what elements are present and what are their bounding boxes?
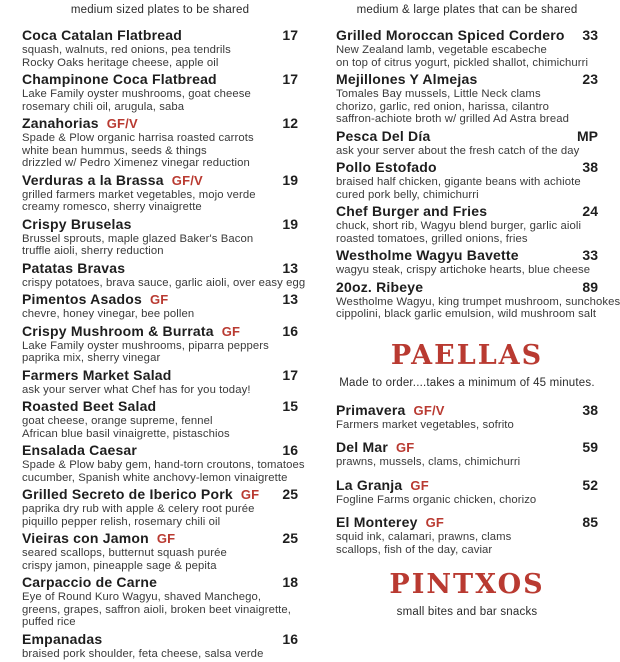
menu-item-name: Patatas Bravas (22, 259, 126, 276)
menu-item-price: 59 (582, 439, 598, 455)
menu-item-description-line: scallops, fish of the day, caviar (336, 543, 493, 556)
menu-item-price: 89 (582, 278, 598, 295)
menu-item-description-line: saffron-achiote broth w/ grilled Ad Astra bread (336, 113, 570, 125)
menu-item-price: 24 (582, 203, 598, 219)
menu-item (22, 631, 298, 661)
menu-item (336, 247, 598, 277)
menu-item-name: Crispy Bruselas (22, 215, 132, 232)
menu-item-price: 85 (582, 514, 598, 530)
menu-item-price: MP (577, 127, 598, 144)
menu-item-header (336, 439, 598, 456)
menu-item-header (336, 159, 598, 176)
menu-item-name: Empanadas (22, 630, 103, 647)
menu-item-description-line: Eye of Round Kuro Wagyu, shaved Manchego, (22, 591, 262, 603)
menu-item-description-line: Spade & Plow baby gem, hand-torn croutons, tomatoes (22, 459, 305, 471)
menu-item-name: Primavera (336, 401, 406, 418)
menu-item (22, 115, 298, 170)
menu-item (336, 402, 598, 432)
menu-item-header (22, 216, 298, 233)
menu-item-header (336, 128, 598, 145)
right-column-subtitle: medium & large plates that can be shared (356, 4, 578, 16)
menu-item-description (336, 531, 598, 556)
menu-item-name: Grilled Secreto de Iberico Pork (22, 486, 233, 502)
menu-item-price: 23 (582, 71, 598, 87)
menu-item (22, 323, 298, 365)
dietary-tag: GF (240, 487, 260, 502)
menu-item-description-line: New Zealand lamb, vegetable escabeche (336, 44, 547, 56)
menu-item (22, 259, 306, 290)
menu-item-header (336, 402, 598, 419)
menu-item-name: Pesca Del Día (336, 127, 431, 144)
menu-item-header (22, 291, 298, 308)
left-column-subtitle: medium sized plates to be shared (70, 4, 250, 16)
menu-item-description-line: African blue basil vinaigrette, pistaschios (22, 427, 230, 440)
menu-item-price: 17 (282, 27, 298, 43)
menu-item-header (22, 323, 298, 340)
menu-item-description (336, 456, 598, 469)
menu-column-right (336, 4, 620, 631)
menu-item-description-line: braised half chicken, gigante beans with achiote (336, 176, 581, 188)
menu-item-description (336, 145, 598, 158)
menu-item-name: Pollo Estofado (336, 159, 437, 175)
menu-item-description-line: Tomales Bay mussels, Little Neck clams (336, 88, 541, 100)
menu-item-description-line: roasted tomatoes, grilled onions, fries (336, 232, 528, 245)
menu-item-header (22, 115, 298, 132)
menu-item-name: Vieiras con Jamon (22, 530, 149, 546)
menu-item-description-line: cippolini, black garlic emulsion, wild mushroom salt (336, 308, 597, 320)
paellas-section-subtitle: Made to order....takes a minimum of 45 minutes. (339, 376, 595, 389)
menu-item-description-line: Westholme Wagyu, king trumpet mushroom, sunchokes (336, 295, 620, 308)
menu-item-description (22, 459, 305, 484)
dietary-tag: GF (149, 292, 169, 307)
menu-item-description (22, 132, 298, 170)
menu-item (22, 442, 305, 484)
menu-item-description (22, 308, 298, 321)
menu-item-description-line: squid ink, calamari, prawns, clams (336, 531, 512, 543)
menu-item-header (22, 260, 298, 277)
menu-item-description-line: chuck, short rib, Wagyu blend burger, garlic aioli (336, 220, 582, 232)
menu-item (22, 172, 298, 214)
menu-item-price: 52 (582, 476, 598, 493)
menu-item-description (336, 264, 598, 277)
menu-item-header (336, 71, 598, 88)
menu-item-name: Coca Catalan Flatbread (22, 27, 182, 43)
menu-item-name: Roasted Beet Salad (22, 398, 157, 414)
menu-item-price: 16 (282, 322, 298, 339)
menu-item (336, 439, 598, 469)
menu-item-name: Verduras a la Brassa (22, 171, 164, 188)
menu-item (22, 486, 298, 528)
menu-item-price: 17 (282, 366, 298, 383)
menu-item-header (336, 477, 598, 494)
menu-item-header (336, 203, 598, 220)
menu-item-name: Del Mar (336, 439, 388, 455)
menu-item-header (336, 279, 598, 296)
menu-item-price: 13 (282, 259, 298, 276)
menu-item-price: 13 (282, 291, 298, 307)
menu-item-price: 12 (282, 115, 298, 131)
menu-item-description (336, 295, 620, 321)
pintxos-section-title: PINTXOS (389, 569, 545, 600)
menu-item-description (336, 44, 598, 69)
menu-item-description-line: creamy romesco, sherry vinaigrette (22, 201, 202, 213)
menu-item-description (22, 547, 298, 572)
menu-item (336, 514, 598, 556)
menu-item-description (22, 415, 298, 440)
menu-item-price: 38 (582, 401, 598, 418)
menu-item-description (22, 648, 298, 661)
menu-item-price: 33 (582, 247, 598, 263)
menu-item-description-line: rosemary chili oil, arugula, saba (22, 100, 185, 113)
menu-item (336, 278, 620, 321)
menu-item-header (336, 27, 598, 44)
menu-item-name: Chef Burger and Fries (336, 203, 488, 219)
menu-item-header (22, 27, 298, 44)
menu-item-name: Westholme Wagyu Bavette (336, 247, 519, 263)
menu-item-description (22, 189, 298, 214)
menu-item-name: La Granja (336, 476, 403, 493)
menu-item-description-line: crispy potatoes, brava sauce, garlic aioli, over easy egg (22, 276, 306, 289)
menu-item (22, 71, 298, 113)
menu-item-description-line: on top of citrus yogurt, pickled shallot, chimichurri (336, 56, 589, 69)
menu-item-price: 16 (282, 442, 298, 458)
menu-item-description-line: seared scallops, butternut squash purée (22, 547, 227, 559)
menu-item-description (336, 88, 598, 126)
menu-item-header (22, 172, 298, 189)
dietary-tag: GF (156, 531, 176, 546)
menu-item-description-line: white bean hummus, seeds & things (22, 144, 207, 157)
menu-item-description (22, 276, 306, 290)
dietary-tag: GF (395, 440, 415, 455)
menu-item (22, 398, 298, 440)
menu-item-description-line: Lake Family oyster mushrooms, goat cheese (22, 88, 251, 100)
menu-item-price: 19 (282, 171, 298, 188)
menu-item-header (22, 631, 298, 648)
menu-item-description-line: prawns, mussels, clams, chimichurri (336, 456, 521, 468)
menu-item-name: El Monterey (336, 514, 418, 530)
menu-item-description-line: ask your server what Chef has for you today! (22, 383, 251, 396)
left-column-items (22, 27, 306, 660)
menu-item-description-line: cucumber, Spanish white anchovy-lemon vinaigrette (22, 471, 288, 484)
menu-item (22, 530, 298, 572)
menu-item-description-line: greens, grapes, saffron aioli, broken beet vinaigrette, (22, 603, 292, 616)
menu-item-header (22, 442, 298, 459)
menu-item-description-line: ask your server about the fresh catch of the day (336, 144, 580, 157)
menu-item-price: 25 (282, 486, 298, 502)
menu-item-header (22, 367, 298, 384)
menu-item-description-line: Lake Family oyster mushrooms, piparra peppers (22, 339, 269, 352)
dietary-tag: GF (410, 477, 429, 493)
menu-item-description (22, 340, 298, 365)
menu-item-description-line: chorizo, garlic, red onion, harissa, cilantro (336, 100, 549, 113)
menu-item-header (22, 486, 298, 503)
menu-item-description-line: Farmers market vegetables, sofrito (336, 418, 514, 431)
menu-item-description-line: squash, walnuts, red onions, pea tendrils (22, 44, 231, 56)
menu-item-name: Crispy Mushroom & Burrata (22, 322, 214, 339)
menu-item (336, 71, 598, 126)
menu-item-description (22, 591, 298, 629)
menu-item-description-line: chevre, honey vinegar, bee pollen (22, 308, 195, 320)
menu-item-description (336, 176, 598, 201)
menu-item-description-line: goat cheese, orange supreme, fennel (22, 415, 213, 427)
menu-item-description (22, 503, 298, 528)
menu-item-description-line: drizzled w/ Pedro Ximenez vinegar reduction (22, 157, 250, 169)
menu-item-description-line: cured pork belly, chimichurri (336, 188, 479, 201)
menu-item (336, 27, 598, 69)
menu-item-name: Farmers Market Salad (22, 366, 172, 383)
pintxos-section-subtitle: small bites and bar snacks (396, 606, 538, 618)
menu-item (22, 216, 298, 258)
menu-item-description-line: wagyu steak, crispy artichoke hearts, blue cheese (336, 264, 591, 276)
menu-item-description-line: grilled farmers market vegetables, mojo verde (22, 188, 256, 201)
menu-item-price: 19 (282, 215, 298, 232)
menu-item-description-line: paprika mix, sherry vinegar (22, 352, 161, 364)
menu-item (336, 203, 598, 245)
dietary-tag: GF/V (171, 172, 203, 188)
dietary-tag: GF (425, 515, 445, 530)
menu-item-description-line: paprika dry rub with apple & celery root purée (22, 503, 255, 515)
menu-item (336, 159, 598, 201)
menu-item-description (22, 233, 298, 258)
menu-item-description (336, 494, 598, 507)
menu-item-name: Mejillones Y Almejas (336, 71, 478, 87)
menu-item-header (22, 71, 298, 88)
menu-item (336, 477, 598, 507)
menu-item-description (336, 419, 598, 432)
menu-item (22, 367, 298, 397)
right-column-items (336, 27, 620, 321)
menu-column-left (22, 4, 306, 662)
dietary-tag: GF (221, 323, 241, 339)
menu-item-price: 25 (282, 530, 298, 546)
menu-item-description-line: Fogline Farms organic chicken, chorizo (336, 493, 537, 506)
menu-item-name: 20oz. Ribeye (336, 278, 424, 295)
menu-item-header (22, 398, 298, 415)
menu-item-price: 33 (582, 27, 598, 43)
menu-item-price: 38 (582, 159, 598, 175)
menu-item-description (22, 384, 298, 397)
dietary-tag: GF/V (413, 402, 445, 418)
menu-item-name: Ensalada Caesar (22, 442, 138, 458)
menu-item-description-line: crispy jamon, pineapple sage & pepita (22, 559, 217, 572)
menu-item-name: Carpaccio de Carne (22, 574, 158, 590)
menu-item (336, 128, 598, 158)
menu-item-name: Grilled Moroccan Spiced Cordero (336, 27, 565, 43)
menu-item-description-line: Brussel sprouts, maple glazed Baker's Bacon (22, 232, 254, 245)
menu-item-description (22, 88, 298, 113)
menu-item-header (22, 574, 298, 591)
menu-item-header (22, 530, 298, 547)
menu-item-description-line: puffed rice (22, 616, 76, 628)
menu-item-name: Champinone Coca Flatbread (22, 71, 217, 87)
menu-item-description-line: Spade & Plow organic harrisa roasted carrots (22, 132, 254, 144)
menu-item (22, 27, 298, 69)
menu-item (22, 574, 298, 629)
menu-item-name: Zanahorias (22, 115, 99, 131)
menu-item-description (336, 220, 598, 245)
menu-item-description-line: braised pork shoulder, feta cheese, salsa verde (22, 647, 264, 660)
menu-item-header (336, 247, 598, 264)
menu-item-description-line: piquillo pepper relish, rosemary chili oil (22, 515, 221, 528)
menu-item-header (336, 514, 598, 531)
menu-item-price: 18 (282, 574, 298, 590)
paellas-section-title: PAELLAS (390, 339, 544, 371)
menu-item-price: 17 (282, 71, 298, 87)
menu-item-description (22, 44, 298, 69)
menu-item-description-line: truffle aioli, sherry reduction (22, 245, 164, 257)
menu-item-price: 16 (282, 630, 298, 647)
menu-item-name: Pimentos Asados (22, 291, 142, 307)
dietary-tag: GF/V (106, 116, 138, 131)
menu-item-price: 15 (282, 398, 298, 414)
menu-item-description-line: Rocky Oaks heritage cheese, apple oil (22, 56, 219, 69)
menu-item (22, 291, 298, 321)
paellas-items (336, 402, 598, 557)
